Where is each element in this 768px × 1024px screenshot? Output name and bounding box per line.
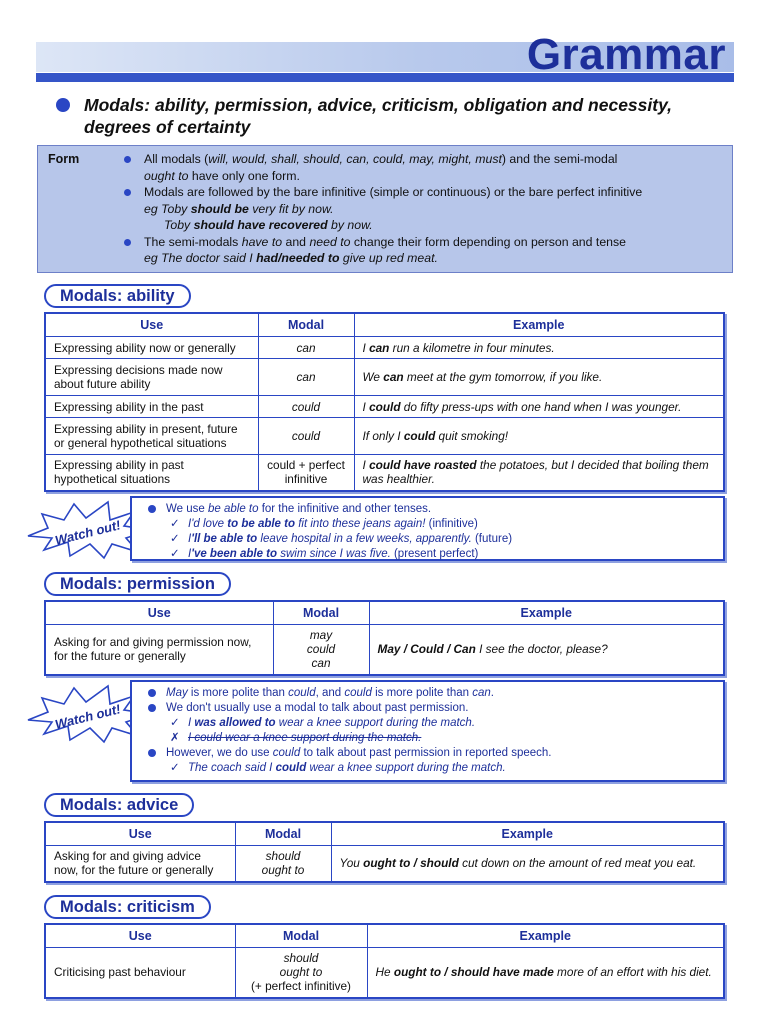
modal-cell: can [258, 337, 354, 359]
example-cell: If only I could quit smoking! [354, 418, 724, 455]
bullet-icon [148, 749, 156, 757]
modal-cell: should ought to [235, 846, 331, 882]
table-row [45, 455, 724, 491]
watch-note: However, we do use could to talk about past permission in reported speech. [132, 746, 723, 761]
modal-cell: can [258, 359, 354, 396]
watch-example: ✓ I'll be able to leave hospital in a few weeks, apparently. (future) [170, 533, 513, 545]
watch-note: May is more polite than could, and could is more polite than can. [132, 686, 723, 701]
table-header-row [45, 822, 724, 846]
use-cell: Expressing decisions made now about future ability [45, 359, 258, 396]
criticism-table [44, 923, 725, 999]
bullet-icon [124, 156, 131, 163]
bullet-icon [148, 704, 156, 712]
example-cell: He ought to / should have made more of an effort with his diet. [367, 948, 724, 998]
section-title-advice: Modals: advice [44, 793, 194, 817]
example-cell: I can run a kilometre in four minutes. [354, 337, 724, 359]
example-cell: I could have roasted the potatoes, but I decided that boiling them was healthier. [354, 455, 724, 491]
table-header-row [45, 924, 724, 948]
form-list [124, 151, 724, 267]
column-header-use: Use [45, 924, 235, 948]
watch-example: ✓ I've been able to swim since I was five. (present perfect) [170, 548, 479, 560]
bullet-icon [148, 689, 156, 697]
watch-out-box-ability [130, 496, 725, 561]
modal-cell: could [258, 418, 354, 455]
form-item-all-modals: All modals (will, would, shall, should, can, could, may, might, must) and the semi-modal ought to have only one form. [124, 151, 724, 184]
form-item-bare-infinitive: Modals are followed by the bare infinitive (simple or continuous) or the bare perfect infinitive eg Toby should be very fit by now. Toby should have recovered by now. [124, 184, 724, 234]
table-row [45, 359, 724, 396]
table-row [45, 948, 724, 998]
example-cell: May / Could / Can I see the doctor, please? [369, 625, 724, 675]
permission-table [44, 600, 725, 676]
table-row [45, 337, 724, 359]
check-icon: ✓ [170, 548, 180, 560]
watch-out-box-permission [130, 680, 725, 782]
section-title-permission: Modals: permission [44, 572, 231, 596]
topic-heading [56, 94, 716, 138]
column-header-use: Use [45, 313, 258, 337]
table-header-row [45, 313, 724, 337]
use-cell: Asking for and giving permission now, for the future or generally [45, 625, 273, 675]
header-banner [36, 30, 734, 82]
column-header-modal: Modal [273, 601, 369, 625]
example-cell: We can meet at the gym tomorrow, if you like. [354, 359, 724, 396]
watch-out-label: Watch out! [53, 701, 123, 732]
watch-example: ✗ I could wear a knee support during the match. [170, 732, 422, 744]
column-header-example: Example [331, 822, 724, 846]
section-title-criticism: Modals: criticism [44, 895, 211, 919]
modal-cell: may could can [273, 625, 369, 675]
column-header-example: Example [354, 313, 724, 337]
ability-table [44, 312, 725, 492]
use-cell: Asking for and giving advice now, for the future or generally [45, 846, 235, 882]
form-item-semi-modals: The semi-modals have to and need to change their form depending on person and tense eg The doctor said I had/needed to give up red meat. [124, 234, 724, 267]
check-icon: ✓ [170, 762, 180, 774]
cross-icon: ✗ [170, 732, 180, 744]
bullet-icon [124, 189, 131, 196]
use-cell: Expressing ability in the past [45, 396, 258, 418]
use-cell: Expressing ability now or generally [45, 337, 258, 359]
table-row [45, 846, 724, 882]
watch-note: We use be able to for the infinitive and other tenses. [132, 502, 723, 517]
table-header-row [45, 601, 724, 625]
column-header-use: Use [45, 601, 273, 625]
column-header-modal: Modal [258, 313, 354, 337]
watch-out-label: Watch out! [53, 517, 123, 548]
use-cell: Expressing ability in past hypothetical situations [45, 455, 258, 491]
modal-cell: could + perfect infinitive [258, 455, 354, 491]
section-title-ability: Modals: ability [44, 284, 191, 308]
bullet-icon [124, 239, 131, 246]
watch-example: ✓ The coach said I could wear a knee support during the match. [170, 762, 506, 774]
column-header-modal: Modal [235, 924, 367, 948]
table-row [45, 625, 724, 675]
column-header-modal: Modal [235, 822, 331, 846]
use-cell: Expressing ability in present, future or general hypothetical situations [45, 418, 258, 455]
topic-title: Modals: ability, permission, advice, criticism, obligation and necessity, degrees of certainty [84, 95, 673, 137]
check-icon: ✓ [170, 518, 180, 530]
example-cell: You ought to / should cut down on the amount of red meat you eat. [331, 846, 724, 882]
watch-example: ✓ I was allowed to wear a knee support during the match. [170, 717, 476, 729]
column-header-example: Example [367, 924, 724, 948]
table-row [45, 396, 724, 418]
column-header-use: Use [45, 822, 235, 846]
watch-example: ✓ I'd love to be able to fit into these jeans again! (infinitive) [170, 518, 478, 530]
check-icon: ✓ [170, 717, 180, 729]
page-title: Grammar [526, 30, 726, 79]
bullet-icon [148, 505, 156, 513]
use-cell: Criticising past behaviour [45, 948, 235, 998]
example-cell: I could do fifty press-ups with one hand when I was younger. [354, 396, 724, 418]
modal-cell: should ought to (+ perfect infinitive) [235, 948, 367, 998]
form-label: Form [48, 152, 80, 166]
modal-cell: could [258, 396, 354, 418]
check-icon: ✓ [170, 533, 180, 545]
advice-table [44, 821, 725, 883]
column-header-example: Example [369, 601, 724, 625]
form-box [37, 145, 733, 273]
table-row [45, 418, 724, 455]
bullet-icon [56, 98, 70, 112]
watch-note: We don't usually use a modal to talk about past permission. [132, 701, 723, 716]
